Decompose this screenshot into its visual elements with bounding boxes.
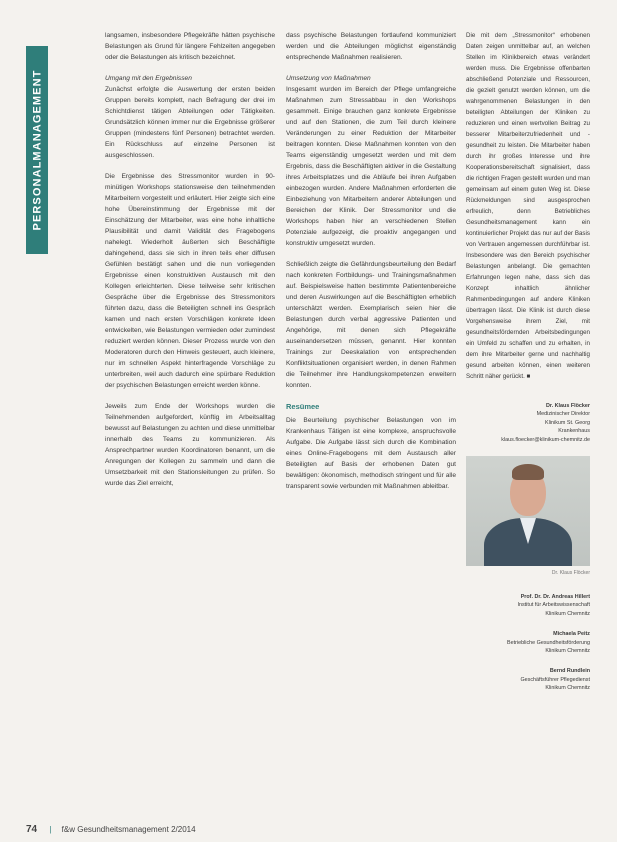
publication-name: f&w Gesundheitsmanagement 2/2014 — [61, 825, 196, 834]
paragraph: Schließlich zeigte die Gefährdungsbeurteilung den Bedarf nach konkreten Fortbildungs- und Trainingsmaßnahmen auf. Beispielsweise hatten bestimmte Patientenbereiche und deren Auswirkungen auf die Beschäftigten erheblich unterschätzt werden. Exemplarisch seien hier die Belastungen durch verbal aggressive Patienten und Angehörige, mit denen sich Pflegekräfte auseinandersetzen müssen, genannt. Hier konnten Trainings zur Deeskalation von entsprechenden Konfliktsituationen organisiert werden, in denen Rahmen die Teilnehmer ihre Handlungskompetenzen erweitern konnten. — [286, 261, 456, 389]
author-photo — [466, 456, 590, 566]
co-author — [466, 667, 590, 692]
photo-caption: Dr. Klaus Flöcker — [551, 570, 590, 577]
co-author-line: Klinikum Chemnitz — [545, 685, 590, 692]
co-authors — [466, 593, 590, 693]
co-author-name: Michaela Peitz — [553, 631, 590, 638]
paragraph: Zunächst erfolgte die Auswertung der ersten beiden Gruppen bereits komplett, nach Befragung der drei im Schichtdienst tätigen Abteilungen oder Tätigkeiten. Grundsätzlich können immer nur die Ergebnisse größerer Gruppen (mindestens fünf Personen) betrachtet werden. Ein Rückschluss auf einzelne Personen ist ausgeschlossen. — [105, 86, 275, 159]
section-tab-label: PERSONALMANAGEMENT — [31, 69, 43, 231]
end-mark: ■ — [526, 373, 531, 380]
paragraph: Insgesamt wurden im Bereich der Pflege umfangreiche Maßnahmen zum Stressabbau in den Workshops gesammelt. Einige brauchen ganz konkrete Ergebnisse und auf den Stationen, die zum Teil durch kleinere Veränderungen zu einer Reduktion der Mitarbeiter beitragen konnten. Diese Maßnahmen konnten von den Teams eigenständig umgesetzt werden und mit dem Ergebnis, dass die Beschäftigten aktiver in die Gestaltung ihres Arbeitsplatzes und die Abläufe bei ihren Aufgaben einbezogen wurden. Andere Maßnahmen erforderten die Einbeziehung von Mitarbeitern anderer Abteilungen und Bereichen der Klinik. Der Stressmonitor und die Workshops haben hier an verschiedenen Stellen Potenziale aufgezeigt, die proaktiv angegangen und konstruktiv umgesetzt wurden. — [286, 86, 456, 247]
co-author — [466, 630, 590, 655]
author-email: klaus.floecker@klinikum-chemnitz.de — [501, 436, 590, 443]
co-author-name: Prof. Dr. Dr. Andreas Hillert — [520, 594, 590, 601]
co-author-name: Bernd Rundlein — [549, 668, 590, 675]
author-line: Medizinischer Direktor — [536, 411, 590, 418]
author-info — [466, 402, 590, 444]
footer-separator: | — [49, 825, 52, 834]
co-author — [466, 593, 590, 618]
co-author-line: Klinikum Chemnitz — [545, 610, 590, 617]
photo-hair — [512, 464, 544, 480]
subheading: Umgang mit den Ergebnissen — [105, 75, 192, 82]
co-author-line: Institut für Arbeitswissenschaft — [517, 602, 590, 609]
paragraph: dass psychische Belastungen fortlaufend kommuniziert werden und die Abteilungen möglichst eigenständig entsprechende Maßnahmen realisieren. — [286, 32, 456, 61]
paragraph: Die Beurteilung psychischer Belastungen von im Krankenhaus Tätigen ist eine komplexe, anspruchsvolle Aufgabe. Die Aufgabe lässt sich durch die Kombination eines Online-Fragebogens mit dem Austausch aller Beteiligten auf Basis der erhobenen Daten gut bewältigen: ökonomisch, methodisch stringent und für alle transparent sowie verbunden mit Maßnahmen ableitbar. — [286, 417, 456, 490]
page-footer — [26, 824, 196, 835]
subheading: Umsetzung von Maßnahmen — [286, 75, 371, 82]
author-line: Krankenhaus — [558, 428, 590, 435]
author-line: Klinikum St. Georg — [545, 419, 590, 426]
section-tab — [26, 46, 48, 254]
text-column-1 — [105, 30, 275, 499]
co-author-line: Geschäftsführer Pflegedienst — [520, 676, 590, 683]
page-number: 74 — [26, 824, 38, 835]
paragraph: Die Ergebnisse des Stressmonitor wurden in 90-minütigen Workshops stationsweise den teilnehmenden Mitarbeitern vorgestellt und erläutert. Hier zeigte sich eine hohe Übereinstimmung der Ergebnisse mit der Einschätzung der Mitarbeiter, was eine hohe inhaltliche Plausibilität und damit Validität des Fragebogens nahelegt. Wiederholt äußerten sich Beschäftigte dahingehend, dass sie sich in ihren teils eher diffusen Gefühlen bestätigt sahen und die nun vorliegenden Ergebnisse einen konstruktiven Austausch mit den Kollegen erleichterten. Diese teilweise sehr kritischen Gespräche über die Ergebnisse des Stressmonitors führten dazu, dass die Beteiligten schnell ins Gespräch kamen und nach ersten Vorschlägen konkrete Ideen entwickelten, wie Belastungen vermieden oder zumindest reduziert werden können. Dieser Prozess wurde von den Moderatoren durch den Hinweis gesteuert, auch kleinere, nur im schnellen Aspekt hinterfragende Vorschläge zu unterbreiten, weil auch dadurch eine spürbare Reduktion der psychischen Belastungen erreicht werden könne. — [105, 173, 275, 389]
co-author-line: Klinikum Chemnitz — [545, 648, 590, 655]
text-column-3 — [466, 30, 590, 705]
paragraph: langsamen, insbesondere Pflegekräfte hätten psychische Belastungen als Grund für längere Fehlzeiten angegeben oder die Belastungen als kritisch bezeichnet. — [105, 32, 275, 61]
text-column-2 — [286, 30, 456, 502]
paragraph: Jeweils zum Ende der Workshops wurden die Teilnehmenden aufgefordert, künftig im Arbeitsalltag bewusst auf Belastungen zu achten und diese unmittelbar innerhalb des Teams zu kommunizieren. Als Ansprechpartner wurden Koordinatoren benannt, um die Anregungen der Kollegen zu sammeln und dann die Umsetzbarkeit mit den Stationsleitungen zu prüfen. So wurde das Ziel erreicht, — [105, 403, 275, 487]
co-author-line: Betriebliche Gesundheitsförderung — [506, 639, 590, 646]
section-heading: Resümee — [286, 402, 320, 411]
paragraph — [466, 30, 590, 382]
author-name: Dr. Klaus Flöcker — [545, 403, 590, 409]
paragraph-text: Die mit dem „Stressmonitor“ erhobenen Daten zeigen unmittelbar auf, an welchen Stellen im Klinikbereich etwas verändert werden muss. Die Ergebnisse offenbarten abschließend Potenziale und Ressourcen, die gezielt genutzt werden können, um die wahrgenommenen Belastungen in den beteiligten Abteilungen der Kliniken zu reduzieren und einen wertvollen Beitrag zu besserer Mitarbeiterzufriedenheit und -gesundheit zu leisten. Die Mitarbeiter haben durch ihr großes Interesse und ihre Kooperationsbereitschaft signalisiert, dass die richtigen Fragen gestellt wurden und man gemeinsam auf einem guten Weg ist. Diese Rückmeldungen sind ausgesprochen erfreulich, denn Betriebliches Gesundheitsmanagement kann ein kontinuierlicher Projekt das nur auf der Basis von Vertrauen angemessen durchführbar ist. Insbesondere was den Bereich psychischer Belastungen anbelangt. Die gemachten Erfahrungen legen nahe, dass sich das Konzept inhaltlich ähnlicher Rahmenbedingungen auf andere Kliniken übertragen lässt. Die Klinik ist durch diese Vorgehensweise ihrem Ziel, mit gesundheitsfördernden Arbeitsbedingungen ein Umfeld zu schaffen und zu erhalten, in dem ihre Mitarbeiter gerne und nachhaltig gesund arbeiten können, einen weiteren Schritt näher gerückt. — [466, 32, 590, 380]
